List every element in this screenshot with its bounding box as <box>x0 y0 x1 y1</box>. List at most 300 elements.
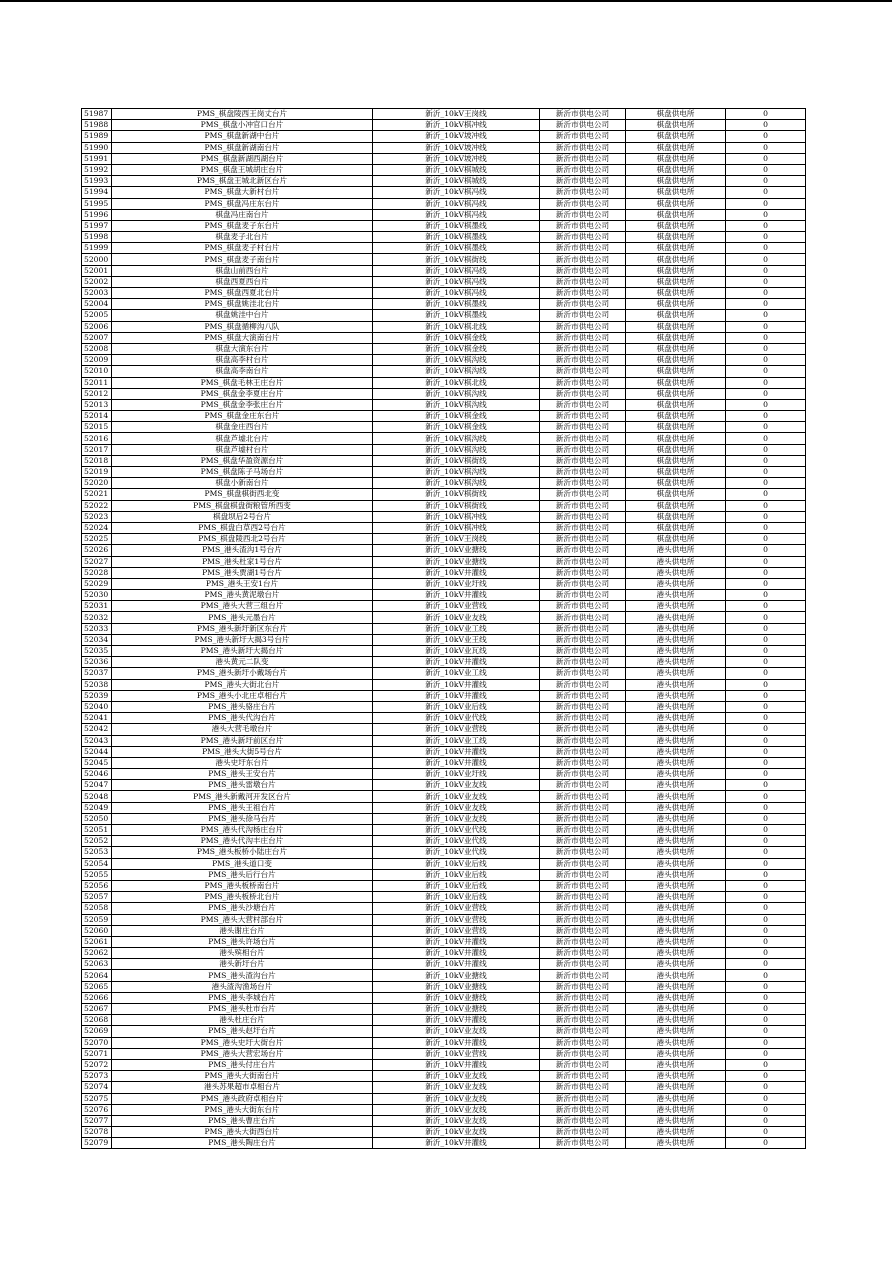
station-name-cell: 棋盘坝后2号台片 <box>112 511 373 522</box>
row-id-cell: 51996 <box>82 209 112 220</box>
row-id-cell: 52059 <box>82 914 112 925</box>
table-row <box>82 1082 806 1093</box>
value-cell: 0 <box>726 288 806 299</box>
value-cell: 0 <box>726 276 806 287</box>
row-id-cell: 52072 <box>82 1059 112 1070</box>
table-row <box>82 220 806 231</box>
feeder-line-cell: 新沂_10kV业友线 <box>373 1115 540 1126</box>
company-cell: 新沂市供电公司 <box>540 1138 626 1149</box>
row-id-cell: 52068 <box>82 1015 112 1026</box>
value-cell: 0 <box>726 545 806 556</box>
feeder-line-cell: 新沂_10kV业圩线 <box>373 769 540 780</box>
row-id-cell: 52023 <box>82 511 112 522</box>
table-row <box>82 836 806 847</box>
company-cell: 新沂市供电公司 <box>540 388 626 399</box>
table-row <box>82 936 806 947</box>
feeder-line-cell: 新沂_10kV业友线 <box>373 813 540 824</box>
feeder-line-cell: 新沂_10kV井灌线 <box>373 1138 540 1149</box>
station-name-cell: PMS_港头大营宏场台片 <box>112 1048 373 1059</box>
value-cell: 0 <box>726 534 806 545</box>
company-cell: 新沂市供电公司 <box>540 332 626 343</box>
supply-office-cell: 港头供电所 <box>626 914 726 925</box>
supply-office-cell: 港头供电所 <box>626 690 726 701</box>
value-cell: 0 <box>726 892 806 903</box>
supply-office-cell: 港头供电所 <box>626 612 726 623</box>
supply-office-cell: 港头供电所 <box>626 836 726 847</box>
table-row <box>82 455 806 466</box>
station-name-cell: PMS_港头大街西台片 <box>112 1127 373 1138</box>
supply-office-cell: 港头供电所 <box>626 959 726 970</box>
row-id-cell: 52040 <box>82 701 112 712</box>
row-id-cell: 52061 <box>82 936 112 947</box>
table-row <box>82 914 806 925</box>
company-cell: 新沂市供电公司 <box>540 164 626 175</box>
value-cell: 0 <box>726 265 806 276</box>
value-cell: 0 <box>726 556 806 567</box>
station-name-cell: PMS_港头黄泥墩台片 <box>112 590 373 601</box>
company-cell: 新沂市供电公司 <box>540 478 626 489</box>
company-cell: 新沂市供电公司 <box>540 858 626 869</box>
row-id-cell: 52012 <box>82 388 112 399</box>
company-cell: 新沂市供电公司 <box>540 467 626 478</box>
station-name-cell: PMS_棋盘新湖西湖台片 <box>112 153 373 164</box>
feeder-line-cell: 新沂_10kV棋北线 <box>373 321 540 332</box>
row-id-cell: 52008 <box>82 343 112 354</box>
station-name-cell: PMS_港头板桥北台片 <box>112 892 373 903</box>
row-id-cell: 52037 <box>82 668 112 679</box>
row-id-cell: 52020 <box>82 478 112 489</box>
value-cell: 0 <box>726 1127 806 1138</box>
table-row <box>82 578 806 589</box>
feeder-line-cell: 新沂_10kV井灌线 <box>373 567 540 578</box>
value-cell: 0 <box>726 925 806 936</box>
table-row <box>82 981 806 992</box>
value-cell: 0 <box>726 590 806 601</box>
value-cell: 0 <box>726 735 806 746</box>
table-row <box>82 343 806 354</box>
row-id-cell: 52014 <box>82 411 112 422</box>
table-row <box>82 713 806 724</box>
value-cell: 0 <box>726 757 806 768</box>
station-name-cell: PMS_港头小北庄卓相台片 <box>112 690 373 701</box>
value-cell: 0 <box>726 936 806 947</box>
station-name-cell: PMS_港头王安台片 <box>112 769 373 780</box>
station-name-cell: PMS_港头付庄台片 <box>112 1059 373 1070</box>
company-cell: 新沂市供电公司 <box>540 109 626 120</box>
station-name-cell: PMS_港头贾湖1号台片 <box>112 567 373 578</box>
company-cell: 新沂市供电公司 <box>540 769 626 780</box>
feeder-line-cell: 新沂_10kV业友线 <box>373 1071 540 1082</box>
value-cell: 0 <box>726 1071 806 1082</box>
row-id-cell: 52045 <box>82 757 112 768</box>
value-cell: 0 <box>726 769 806 780</box>
feeder-line-cell: 新沂_10kV井灌线 <box>373 746 540 757</box>
supply-office-cell: 港头供电所 <box>626 1104 726 1115</box>
supply-office-cell: 港头供电所 <box>626 970 726 981</box>
value-cell: 0 <box>726 948 806 959</box>
feeder-line-cell: 新沂_10kV井灌线 <box>373 590 540 601</box>
supply-office-cell: 棋盘供电所 <box>626 153 726 164</box>
row-id-cell: 52069 <box>82 1026 112 1037</box>
company-cell: 新沂市供电公司 <box>540 254 626 265</box>
station-name-cell: PMS_港头雷墩台片 <box>112 780 373 791</box>
station-name-cell: PMS_棋盘新湖中台片 <box>112 131 373 142</box>
row-id-cell: 52013 <box>82 399 112 410</box>
row-id-cell: 52028 <box>82 567 112 578</box>
feeder-line-cell: 新沂_10kV业瓦线 <box>373 646 540 657</box>
value-cell: 0 <box>726 243 806 254</box>
company-cell: 新沂市供电公司 <box>540 310 626 321</box>
row-id-cell: 51990 <box>82 142 112 153</box>
station-name-cell: 棋盘芦墟北台片 <box>112 433 373 444</box>
station-name-cell: 棋盘大演东台片 <box>112 343 373 354</box>
table-row <box>82 1115 806 1126</box>
supply-office-cell: 棋盘供电所 <box>626 366 726 377</box>
company-cell: 新沂市供电公司 <box>540 914 626 925</box>
row-id-cell: 52073 <box>82 1071 112 1082</box>
company-cell: 新沂市供电公司 <box>540 813 626 824</box>
row-id-cell: 52036 <box>82 657 112 668</box>
station-name-cell: PMS_棋盘小冲官口台片 <box>112 120 373 131</box>
table-row <box>82 243 806 254</box>
feeder-line-cell: 新沂_10kV井灌线 <box>373 959 540 970</box>
value-cell: 0 <box>726 209 806 220</box>
supply-office-cell: 港头供电所 <box>626 847 726 858</box>
supply-office-cell: 棋盘供电所 <box>626 343 726 354</box>
supply-office-cell: 棋盘供电所 <box>626 299 726 310</box>
table-row <box>82 310 806 321</box>
station-name-cell: PMS_港头赵圩台片 <box>112 1026 373 1037</box>
company-cell: 新沂市供电公司 <box>540 567 626 578</box>
table-row <box>82 959 806 970</box>
row-id-cell: 52031 <box>82 601 112 612</box>
feeder-line-cell: 新沂_10kV业友线 <box>373 780 540 791</box>
table-row <box>82 1026 806 1037</box>
station-name-cell: 棋盘西夏西台片 <box>112 276 373 287</box>
company-cell: 新沂市供电公司 <box>540 601 626 612</box>
feeder-line-cell: 新沂_10kV业搪线 <box>373 1004 540 1015</box>
row-id-cell: 52056 <box>82 880 112 891</box>
company-cell: 新沂市供电公司 <box>540 411 626 422</box>
table-row <box>82 433 806 444</box>
station-name-cell: PMS_港头渣沟1号台片 <box>112 545 373 556</box>
company-cell: 新沂市供电公司 <box>540 366 626 377</box>
company-cell: 新沂市供电公司 <box>540 299 626 310</box>
table-row <box>82 355 806 366</box>
company-cell: 新沂市供电公司 <box>540 522 626 533</box>
value-cell: 0 <box>726 701 806 712</box>
station-name-cell: 港头渣沟渔场台片 <box>112 981 373 992</box>
row-id-cell: 52001 <box>82 265 112 276</box>
company-cell: 新沂市供电公司 <box>540 1071 626 1082</box>
value-cell: 0 <box>726 489 806 500</box>
supply-office-cell: 港头供电所 <box>626 601 726 612</box>
table-row <box>82 623 806 634</box>
value-cell: 0 <box>726 657 806 668</box>
row-id-cell: 51991 <box>82 153 112 164</box>
company-cell: 新沂市供电公司 <box>540 343 626 354</box>
station-name-cell: PMS_港头杜市台片 <box>112 1004 373 1015</box>
value-cell: 0 <box>726 343 806 354</box>
table-row <box>82 500 806 511</box>
row-id-cell: 52042 <box>82 724 112 735</box>
table-row <box>82 153 806 164</box>
value-cell: 0 <box>726 690 806 701</box>
value-cell: 0 <box>726 399 806 410</box>
feeder-line-cell: 新沂_10kV棋街线 <box>373 455 540 466</box>
company-cell: 新沂市供电公司 <box>540 724 626 735</box>
feeder-line-cell: 新沂_10kV业搪线 <box>373 992 540 1003</box>
supply-office-cell: 棋盘供电所 <box>626 522 726 533</box>
value-cell: 0 <box>726 970 806 981</box>
station-name-cell: PMS_港头道口变 <box>112 858 373 869</box>
table-row <box>82 209 806 220</box>
supply-office-cell: 港头供电所 <box>626 780 726 791</box>
table-row <box>82 668 806 679</box>
value-cell: 0 <box>726 679 806 690</box>
company-cell: 新沂市供电公司 <box>540 1004 626 1015</box>
feeder-line-cell: 新沂_10kV井灌线 <box>373 679 540 690</box>
table-row <box>82 735 806 746</box>
station-name-cell: PMS_港头渣沟台片 <box>112 970 373 981</box>
supply-office-cell: 港头供电所 <box>626 590 726 601</box>
feeder-line-cell: 新沂_10kV棋冲线 <box>373 511 540 522</box>
value-cell: 0 <box>726 142 806 153</box>
supply-office-cell: 棋盘供电所 <box>626 265 726 276</box>
supply-office-cell: 棋盘供电所 <box>626 467 726 478</box>
row-id-cell: 52075 <box>82 1093 112 1104</box>
table-row <box>82 612 806 623</box>
company-cell: 新沂市供电公司 <box>540 825 626 836</box>
company-cell: 新沂市供电公司 <box>540 869 626 880</box>
value-cell: 0 <box>726 187 806 198</box>
station-name-cell: PMS_棋盘金李夏庄台片 <box>112 388 373 399</box>
feeder-line-cell: 新沂_10kV棋沟线 <box>373 467 540 478</box>
table-row <box>82 780 806 791</box>
feeder-line-cell: 新沂_10kV业搪线 <box>373 970 540 981</box>
feeder-line-cell: 新沂_10kV棋冯线 <box>373 187 540 198</box>
station-name-cell: PMS_港头大街5号台片 <box>112 746 373 757</box>
supply-office-cell: 港头供电所 <box>626 1026 726 1037</box>
feeder-line-cell: 新沂_10kV业工线 <box>373 668 540 679</box>
supply-office-cell: 棋盘供电所 <box>626 243 726 254</box>
station-name-cell: PMS_棋盘麦子东台片 <box>112 220 373 231</box>
value-cell: 0 <box>726 791 806 802</box>
row-id-cell: 52032 <box>82 612 112 623</box>
supply-office-cell: 港头供电所 <box>626 1059 726 1070</box>
company-cell: 新沂市供电公司 <box>540 903 626 914</box>
table-row <box>82 925 806 936</box>
feeder-line-cell: 新沂_10kV棋冲线 <box>373 120 540 131</box>
table-row <box>82 422 806 433</box>
station-name-cell: PMS_港头新戴河开发区台片 <box>112 791 373 802</box>
row-id-cell: 51999 <box>82 243 112 254</box>
value-cell: 0 <box>726 992 806 1003</box>
value-cell: 0 <box>726 1048 806 1059</box>
feeder-line-cell: 新沂_10kV业友线 <box>373 1026 540 1037</box>
row-id-cell: 52076 <box>82 1104 112 1115</box>
table-row <box>82 757 806 768</box>
company-cell: 新沂市供电公司 <box>540 220 626 231</box>
company-cell: 新沂市供电公司 <box>540 612 626 623</box>
station-name-cell: PMS_棋盘陵西北2号台片 <box>112 534 373 545</box>
value-cell: 0 <box>726 668 806 679</box>
supply-office-cell: 港头供电所 <box>626 757 726 768</box>
table-row <box>82 590 806 601</box>
company-cell: 新沂市供电公司 <box>540 1115 626 1126</box>
table-row <box>82 198 806 209</box>
station-name-cell: PMS_港头板桥南台片 <box>112 880 373 891</box>
row-id-cell: 52027 <box>82 556 112 567</box>
feeder-line-cell: 新沂_10kV井灌线 <box>373 1037 540 1048</box>
row-id-cell: 52035 <box>82 646 112 657</box>
row-id-cell: 52018 <box>82 455 112 466</box>
table-row <box>82 634 806 645</box>
row-id-cell: 52058 <box>82 903 112 914</box>
supply-office-cell: 棋盘供电所 <box>626 388 726 399</box>
value-cell: 0 <box>726 299 806 310</box>
station-name-cell: PMS_棋盘大新村台片 <box>112 187 373 198</box>
value-cell: 0 <box>726 131 806 142</box>
station-name-cell: 棋盘山前西台片 <box>112 265 373 276</box>
supply-office-cell: 港头供电所 <box>626 646 726 657</box>
supply-office-cell: 棋盘供电所 <box>626 500 726 511</box>
supply-office-cell: 棋盘供电所 <box>626 455 726 466</box>
feeder-line-cell: 新沂_10kV业圩线 <box>373 578 540 589</box>
station-name-cell: PMS_棋盘王城胡庄台片 <box>112 164 373 175</box>
feeder-line-cell: 新沂_10kV业后线 <box>373 701 540 712</box>
feeder-line-cell: 新沂_10kV棋街线 <box>373 500 540 511</box>
company-cell: 新沂市供电公司 <box>540 545 626 556</box>
station-name-cell: PMS_港头新圩大揭3号台片 <box>112 634 373 645</box>
feeder-line-cell: 新沂_10kV棋沟线 <box>373 388 540 399</box>
supply-office-cell: 棋盘供电所 <box>626 220 726 231</box>
table-row <box>82 1138 806 1149</box>
company-cell: 新沂市供电公司 <box>540 668 626 679</box>
company-cell: 新沂市供电公司 <box>540 936 626 947</box>
station-name-cell: PMS_港头代沟台片 <box>112 713 373 724</box>
company-cell: 新沂市供电公司 <box>540 176 626 187</box>
supply-office-cell: 棋盘供电所 <box>626 411 726 422</box>
company-cell: 新沂市供电公司 <box>540 880 626 891</box>
company-cell: 新沂市供电公司 <box>540 992 626 1003</box>
station-name-cell: 棋盘姚洼中台片 <box>112 310 373 321</box>
value-cell: 0 <box>726 467 806 478</box>
supply-office-cell: 港头供电所 <box>626 1037 726 1048</box>
feeder-line-cell: 新沂_10kV井灌线 <box>373 1015 540 1026</box>
row-id-cell: 51995 <box>82 198 112 209</box>
table-row <box>82 444 806 455</box>
company-cell: 新沂市供电公司 <box>540 1093 626 1104</box>
company-cell: 新沂市供电公司 <box>540 690 626 701</box>
station-name-cell: PMS_港头政府卓相台片 <box>112 1093 373 1104</box>
company-cell: 新沂市供电公司 <box>540 444 626 455</box>
top-rule <box>0 0 892 2</box>
supply-office-cell: 港头供电所 <box>626 1127 726 1138</box>
table-row <box>82 1004 806 1015</box>
company-cell: 新沂市供电公司 <box>540 243 626 254</box>
value-cell: 0 <box>726 1138 806 1149</box>
supply-office-cell: 港头供电所 <box>626 936 726 947</box>
station-name-cell: PMS_港头许场台片 <box>112 936 373 947</box>
table-row <box>82 601 806 612</box>
table-row <box>82 1071 806 1082</box>
company-cell: 新沂市供电公司 <box>540 321 626 332</box>
row-id-cell: 51988 <box>82 120 112 131</box>
table-row <box>82 1104 806 1115</box>
supply-office-cell: 港头供电所 <box>626 791 726 802</box>
station-name-cell: PMS_棋盘麦子南台片 <box>112 254 373 265</box>
supply-office-cell: 港头供电所 <box>626 634 726 645</box>
feeder-line-cell: 新沂_10kV棋墨线 <box>373 232 540 243</box>
station-name-cell: PMS_港头史圩大街台片 <box>112 1037 373 1048</box>
company-cell: 新沂市供电公司 <box>540 288 626 299</box>
row-id-cell: 52000 <box>82 254 112 265</box>
value-cell: 0 <box>726 724 806 735</box>
supply-office-cell: 港头供电所 <box>626 1004 726 1015</box>
table-row <box>82 746 806 757</box>
supply-office-cell: 棋盘供电所 <box>626 164 726 175</box>
table-row <box>82 769 806 780</box>
row-id-cell: 51987 <box>82 109 112 120</box>
feeder-line-cell: 新沂_10kV井灌线 <box>373 757 540 768</box>
station-name-cell: PMS_港头新圩小戴场台片 <box>112 668 373 679</box>
value-cell: 0 <box>726 310 806 321</box>
feeder-line-cell: 新沂_10kV井灌线 <box>373 657 540 668</box>
station-name-cell: PMS_棋盘陈子马场台片 <box>112 467 373 478</box>
supply-office-cell: 棋盘供电所 <box>626 142 726 153</box>
table-row <box>82 254 806 265</box>
supply-office-cell: 棋盘供电所 <box>626 254 726 265</box>
station-name-cell: 港头殡相台片 <box>112 948 373 959</box>
company-cell: 新沂市供电公司 <box>540 623 626 634</box>
supply-office-cell: 棋盘供电所 <box>626 109 726 120</box>
row-id-cell: 52060 <box>82 925 112 936</box>
feeder-line-cell: 新沂_10kV业友线 <box>373 802 540 813</box>
value-cell: 0 <box>726 646 806 657</box>
value-cell: 0 <box>726 444 806 455</box>
feeder-line-cell: 新沂_10kV业友线 <box>373 612 540 623</box>
supply-office-cell: 港头供电所 <box>626 892 726 903</box>
feeder-line-cell: 新沂_10kV业营线 <box>373 903 540 914</box>
table-row <box>82 701 806 712</box>
company-cell: 新沂市供电公司 <box>540 948 626 959</box>
supply-office-cell: 棋盘供电所 <box>626 209 726 220</box>
supply-office-cell: 棋盘供电所 <box>626 176 726 187</box>
supply-office-cell: 港头供电所 <box>626 948 726 959</box>
feeder-line-cell: 新沂_10kV井灌线 <box>373 690 540 701</box>
value-cell: 0 <box>726 1093 806 1104</box>
table-row <box>82 176 806 187</box>
station-name-cell: PMS_港头新圩前区台片 <box>112 735 373 746</box>
value-cell: 0 <box>726 511 806 522</box>
table-row <box>82 892 806 903</box>
feeder-line-cell: 新沂_10kV业营线 <box>373 914 540 925</box>
company-cell: 新沂市供电公司 <box>540 836 626 847</box>
value-cell: 0 <box>726 232 806 243</box>
value-cell: 0 <box>726 500 806 511</box>
table-row <box>82 657 806 668</box>
feeder-line-cell: 新沂_10kV业工线 <box>373 735 540 746</box>
supply-office-cell: 棋盘供电所 <box>626 489 726 500</box>
feeder-line-cell: 新沂_10kV棋街线 <box>373 254 540 265</box>
value-cell: 0 <box>726 321 806 332</box>
station-name-cell: PMS_棋盘西夏北台片 <box>112 288 373 299</box>
row-id-cell: 52033 <box>82 623 112 634</box>
supply-office-cell: 港头供电所 <box>626 679 726 690</box>
supply-office-cell: 港头供电所 <box>626 992 726 1003</box>
feeder-line-cell: 新沂_10kV棋街线 <box>373 489 540 500</box>
